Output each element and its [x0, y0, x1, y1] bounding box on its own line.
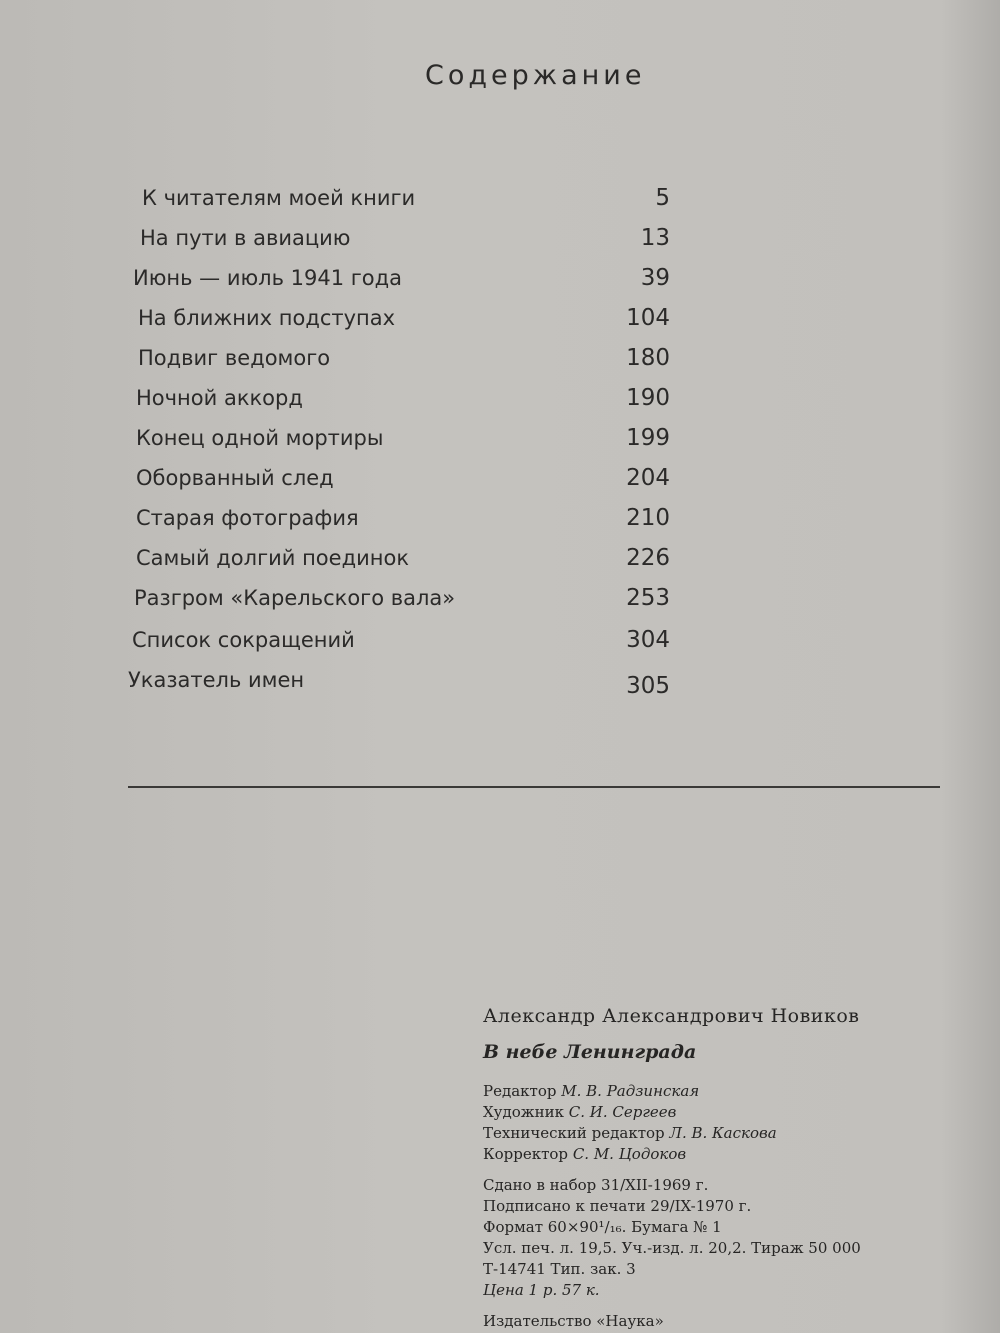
toc-entry-label: Ночной аккорд: [136, 386, 303, 410]
toc-entry-page: 210: [626, 505, 670, 531]
toc-entry-page: 190: [626, 385, 670, 411]
toc-entry-page: 13: [640, 225, 670, 251]
book-title: В небе Ленинграда: [483, 1041, 697, 1063]
toc-entry-page: 204: [626, 465, 670, 491]
toc-entry-page: 305: [626, 673, 670, 699]
toc-entry-label: К читателям моей книги: [142, 186, 416, 210]
signed-line: Подписано к печати 29/IX-1970 г.: [483, 1197, 752, 1215]
author-name: Александр Александрович Новиков: [483, 1005, 860, 1027]
toc-entry-label: Июнь — июль 1941 года: [133, 266, 403, 290]
toc-entry-page: 304: [626, 627, 670, 653]
toc-entry-page: 180: [626, 345, 670, 371]
toc-entry: [130, 660, 670, 700]
toc-entry: [130, 378, 670, 418]
toc-entry: [130, 258, 670, 298]
imprint-block: [483, 1005, 953, 1332]
spacer: [483, 1165, 953, 1175]
toc-entry-page: 104: [626, 305, 670, 331]
format-line: Формат 60×90¹/₁₆. Бумага № 1: [483, 1218, 722, 1236]
toc-entry-label: Конец одной мортиры: [136, 426, 384, 450]
toc-entry-label: На пути в авиацию: [140, 226, 351, 250]
price-line: Цена 1 р. 57 к.: [483, 1281, 600, 1299]
toc-entry: [130, 218, 670, 258]
toc-entry: [130, 498, 670, 538]
toc-entry-label: Указатель имен: [128, 668, 305, 692]
table-of-contents: [130, 178, 670, 700]
toc-entry-page: 199: [626, 425, 670, 451]
toc-entry-page: 226: [626, 545, 670, 571]
toc-entry: [130, 620, 670, 660]
artist-label: Художник: [483, 1103, 564, 1121]
proofreader-label: Корректор: [483, 1145, 569, 1163]
toc-entry-page: 5: [655, 185, 670, 211]
publisher-line: Издательство «Наука»: [483, 1312, 664, 1330]
editor-name: М. В. Радзинская: [561, 1082, 700, 1100]
toc-entry-label: Старая фотография: [136, 506, 359, 530]
toc-entry-label: Список сокращений: [132, 628, 355, 652]
divider-rule: [128, 786, 940, 788]
toc-entry-page: 39: [640, 265, 670, 291]
toc-entry-page: 253: [626, 585, 670, 611]
submitted-line: Сдано в набор 31/XII-1969 г.: [483, 1176, 709, 1194]
order-line: Т-14741 Тип. зак. 3: [483, 1260, 636, 1278]
toc-entry-label: Подвиг ведомого: [138, 346, 331, 370]
editor-label: Редактор: [483, 1082, 557, 1100]
proofreader-line: [483, 1144, 953, 1165]
toc-entry: [130, 178, 670, 218]
toc-entry: [130, 538, 670, 578]
tech-editor-name: Л. В. Каскова: [669, 1124, 777, 1142]
toc-entry: [130, 338, 670, 378]
proofreader-name: С. М. Цодоков: [572, 1145, 687, 1163]
print-sheets-line: Усл. печ. л. 19,5. Уч.-изд. л. 20,2. Тираж 50 000: [483, 1239, 861, 1257]
toc-entry: [130, 298, 670, 338]
toc-entry: [130, 418, 670, 458]
tech-editor-label: Технический редактор: [483, 1124, 665, 1142]
spacer: [483, 1301, 953, 1311]
toc-entry-label: Разгром «Карельского вала»: [134, 586, 456, 610]
artist-line: [483, 1102, 953, 1123]
contents-title: Содержание: [425, 60, 646, 91]
editor-line: [483, 1081, 953, 1102]
toc-entry-label: На ближних подступах: [138, 306, 396, 330]
tech-editor-line: [483, 1123, 953, 1144]
artist-name: С. И. Сергеев: [568, 1103, 677, 1121]
toc-entry-label: Оборванный след: [136, 466, 334, 490]
toc-entry: [130, 578, 670, 618]
toc-entry-label: Самый долгий поединок: [136, 546, 409, 570]
toc-entry: [130, 458, 670, 498]
